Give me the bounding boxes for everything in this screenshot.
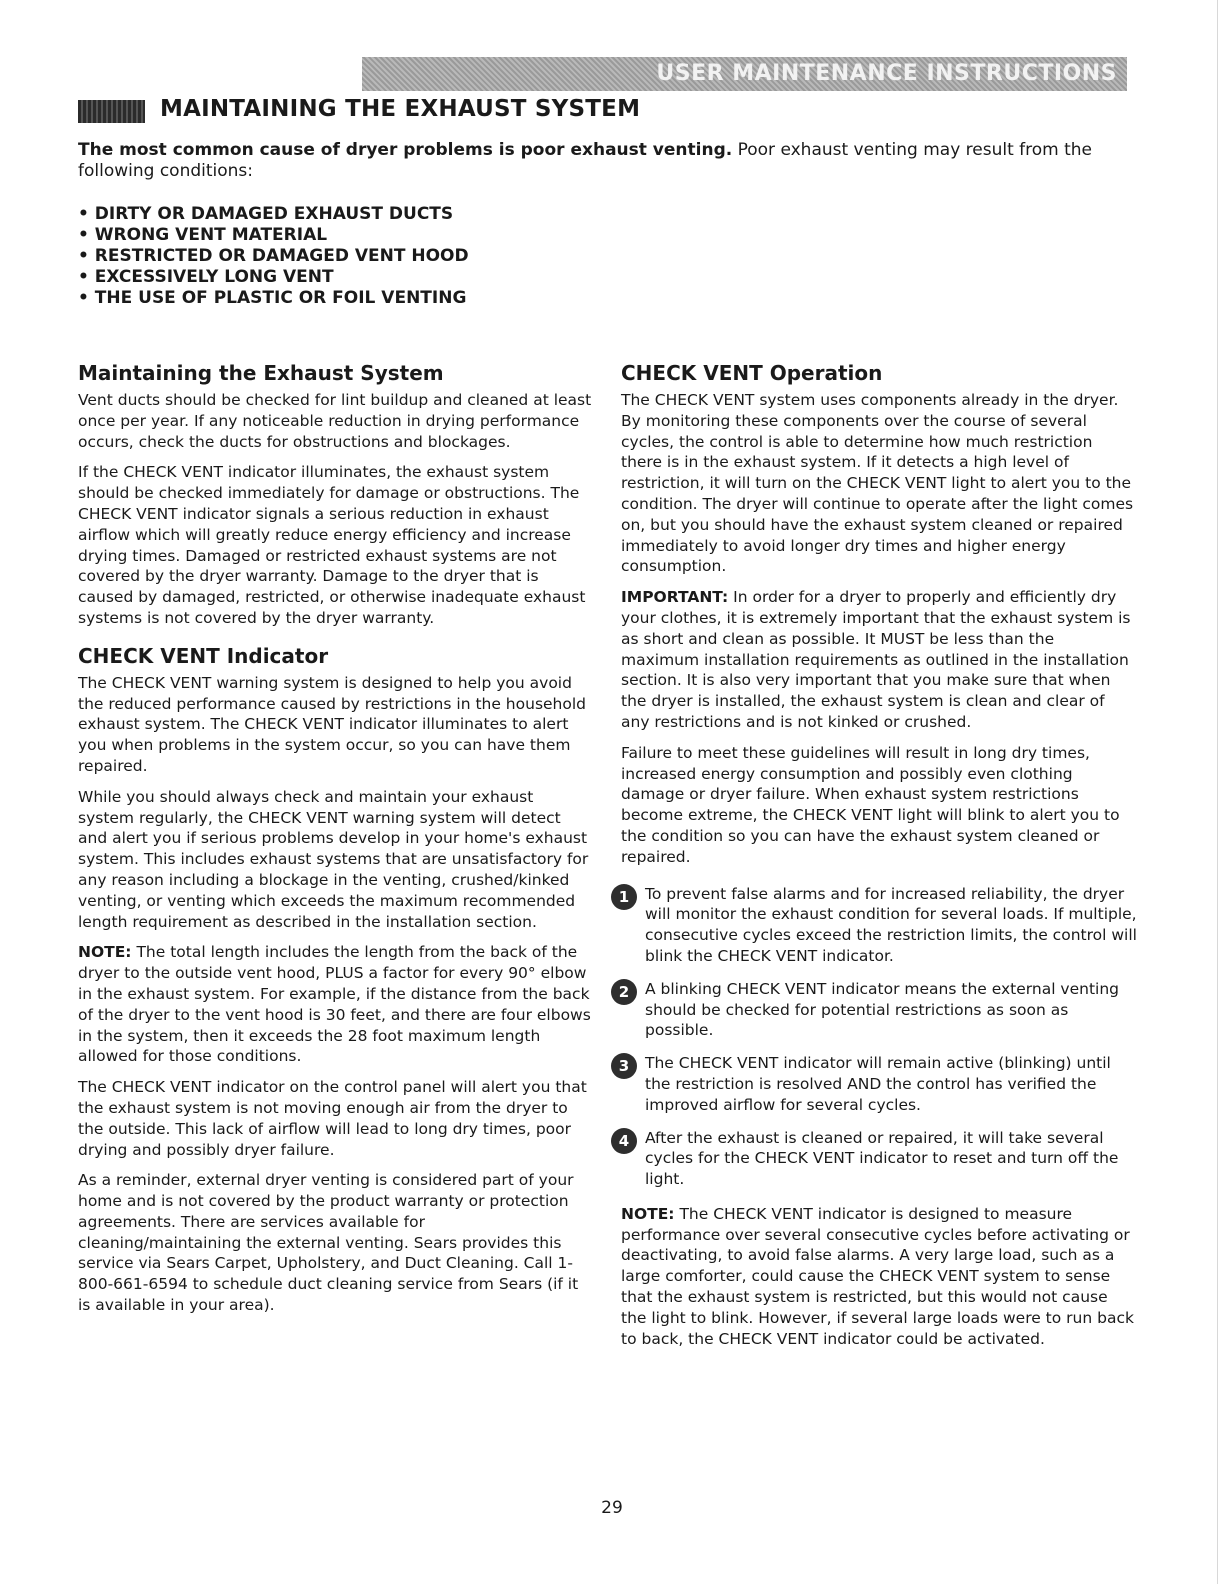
intro-rest: Poor exhaust venting may result from the following conditions: bbox=[78, 140, 1093, 181]
paragraph: Vent ducts should be checked for lint buildup and cleaned at least once per year. If any noticeable reduction in drying performance occurs, check the ducts for obstructions and blockages. bbox=[78, 391, 592, 451]
important-label: IMPORTANT: bbox=[621, 588, 729, 607]
note-text: The total length includes the length from the back of the dryer to the outside vent hood, PLUS a factor for every 90° elbow in the exhaust system. For example, if the distance from the back of the dryer to the vent hood is 30 feet, and there are four elbows in the system, then it exceeds the 28 foot maximum length allowed for those conditions. bbox=[78, 943, 591, 1066]
note-label: NOTE: bbox=[78, 943, 132, 962]
step-number-icon: 4 bbox=[611, 1128, 637, 1154]
note-label: NOTE: bbox=[621, 1204, 675, 1223]
list-item: • EXCESSIVELY LONG VENT bbox=[78, 267, 334, 287]
step-text: To prevent false alarms and for increased reliability, the dryer will monitor the exhaust condition for several loads. If multiple, consecutive cycles exceed the restriction limits, the control will blink the CHECK VENT indicator. bbox=[645, 884, 1137, 965]
note-paragraph bbox=[78, 942, 593, 1067]
paragraph: If the CHECK VENT indicator illuminates, the exhaust system should be checked immediately for damage or obstructions. The CHECK VENT indicator signals a serious reduction in exhaust airflow which will greatly reduce energy efficiency and increase drying times. Damaged or restricted exhaust systems are not covered by the dryer warranty. Damage to the dryer that is caused by damaged, restricted, or otherwise inadequate exhaust systems is not covered by the dryer warranty. bbox=[78, 463, 586, 627]
intro-bold: The most common cause of dryer problems is poor exhaust venting. bbox=[78, 140, 733, 160]
list-item bbox=[618, 1053, 1137, 1115]
section-title: MAINTAINING THE EXHAUST SYSTEM bbox=[160, 96, 641, 122]
step-number-icon: 1 bbox=[611, 884, 637, 910]
paragraph: The CHECK VENT warning system is designed to help you avoid the reduced performance caused by restrictions in the household exhaust system. The CHECK VENT indicator illuminates to alert you when problems in the system occur, so you can have them repaired. bbox=[78, 673, 587, 775]
paragraph: As a reminder, external dryer venting is considered part of your home and is not covered by the product warranty or protection agreements. There are services available for cleaning/maintaining the external venting. Sears provides this service via Sears Carpet, Upholstery, and Duct Cleaning. Call 1-800-661-6594 to schedule duct cleaning service from Sears (if it is available in your area). bbox=[78, 1171, 579, 1315]
paragraph: The CHECK VENT indicator on the control panel will alert you that the exhaust system is not moving enough air from the dryer to the outside. This lack of airflow will lead to long dry times, poor drying and possibly dryer failure. bbox=[78, 1078, 587, 1159]
list-item bbox=[618, 884, 1137, 967]
section-marker bbox=[78, 100, 145, 123]
important-paragraph bbox=[621, 587, 1137, 733]
step-text: After the exhaust is cleaned or repaired, it will take several cycles for the CHECK VENT indicator to reset and turn off the light. bbox=[645, 1128, 1119, 1189]
list-item: • DIRTY OR DAMAGED EXHAUST DUCTS bbox=[78, 204, 454, 224]
header-banner bbox=[362, 57, 1127, 91]
steps-list bbox=[618, 884, 1137, 1190]
heading-maintaining-exhaust: Maintaining the Exhaust System bbox=[78, 361, 444, 385]
paragraph: Failure to meet these guidelines will result in long dry times, increased energy consumption and possibly even clothing damage or dryer failure. When exhaust system restrictions become extreme, the CHECK VENT light will blink to alert you to the condition so you can have the exhaust system cleaned or repaired. bbox=[621, 743, 1120, 866]
heading-check-vent-indicator: CHECK VENT Indicator bbox=[78, 643, 329, 668]
step-text: A blinking CHECK VENT indicator means the external venting should be checked for potential restrictions as soon as possible. bbox=[645, 979, 1120, 1040]
step-number-icon: 2 bbox=[611, 979, 637, 1005]
paragraph: While you should always check and maintain your exhaust system regularly, the CHECK VENT warning system will detect and alert you if serious problems develop in your home's exhaust system. This includes exhaust systems that are unsatisfactory for any reason including a blockage in the venting, crushed/kinked venting, or venting which exceeds the maximum recommended length requirement as described in the installation section. bbox=[78, 787, 589, 931]
step-number-icon: 3 bbox=[611, 1053, 637, 1079]
conditions-list bbox=[78, 204, 469, 309]
page-edge-line bbox=[1217, 0, 1218, 1584]
list-item bbox=[618, 979, 1137, 1041]
step-text: The CHECK VENT indicator will remain active (blinking) until the restriction is resolved AND the control has verified the improved airflow for several cycles. bbox=[645, 1054, 1111, 1114]
important-text: In order for a dryer to properly and efficiently dry your clothes, it is extremely important that the exhaust system is as short and clean as possible. It MUST be less than the maximum installation requirements as outlined in the installation section. It is also very important that you make sure that when the dryer is installed, the exhaust system is clean and clear of any restrictions and is not kinked or crushed. bbox=[621, 588, 1131, 731]
intro-paragraph bbox=[78, 140, 1138, 182]
heading-check-vent-operation: CHECK VENT Operation bbox=[621, 361, 883, 385]
list-item bbox=[618, 1128, 1137, 1190]
list-item: • RESTRICTED OR DAMAGED VENT HOOD bbox=[78, 246, 469, 266]
list-item: • WRONG VENT MATERIAL bbox=[78, 225, 328, 245]
note-paragraph bbox=[621, 1204, 1137, 1350]
paragraph: The CHECK VENT system uses components already in the dryer. By monitoring these components over the course of several cycles, the control is able to determine how much restriction there is in the exhaust system. If it detects a high level of restriction, it will turn on the CHECK VENT light to alert you to the condition. The dryer will continue to operate after the light comes on, but you should have the exhaust system cleaned or repaired immediately to avoid longer dry times and higher energy consumption. bbox=[621, 391, 1134, 576]
left-column bbox=[78, 360, 593, 1326]
note-text: The CHECK VENT indicator is designed to measure performance over several consecutive cycles before activating or deactivating, to avoid false alarms. A very large load, such as a large comforter, could cause the CHECK VENT system to sense that the exhaust system is restricted, but this would not cause the light to blink. However, if several large loads were to run back to back, the CHECK VENT indicator could be activated. bbox=[621, 1204, 1134, 1348]
right-column bbox=[618, 360, 1137, 1359]
page-number: 29 bbox=[601, 1498, 623, 1518]
banner-title: USER MAINTENANCE INSTRUCTIONS bbox=[656, 61, 1117, 86]
list-item: • THE USE OF PLASTIC OR FOIL VENTING bbox=[78, 288, 467, 308]
